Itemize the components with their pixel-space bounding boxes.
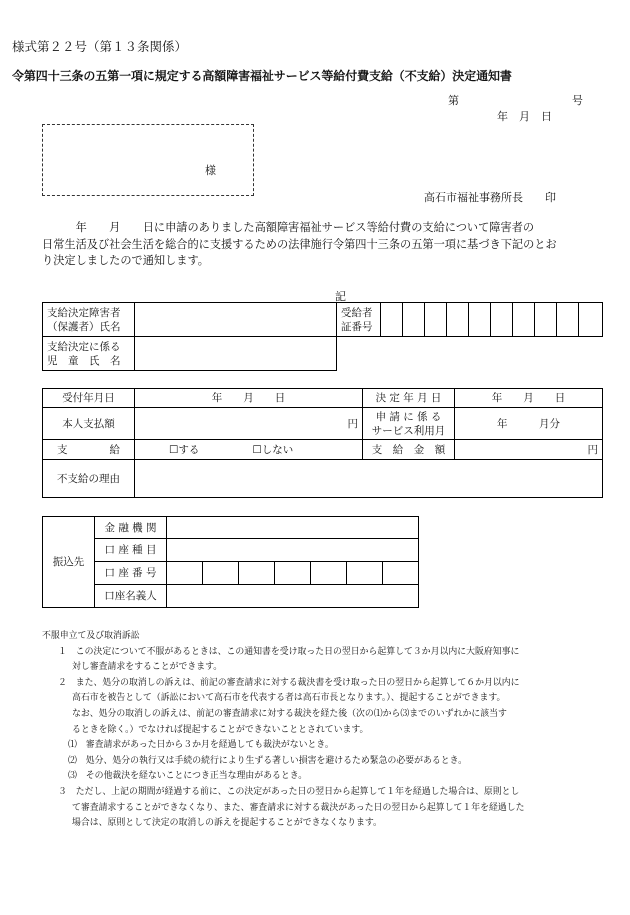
issuer: 高石市福祉事務所長 印 (424, 191, 556, 204)
recipient-number-digit[interactable] (381, 303, 403, 337)
self-payment-amount[interactable]: 円 (135, 408, 363, 440)
received-date-label: 受付年月日 (43, 389, 135, 408)
payment-label: 支 給 (43, 440, 135, 460)
objection-paragraph (42, 785, 602, 832)
applicant-table (42, 302, 603, 371)
objection-item: ⑵ 処分、処分の執行又は手続の続行により生ずる著しい損害を避けるため緊急の必要があるとき。 (68, 755, 468, 766)
label-line: 証番号 (341, 320, 373, 333)
recipient-number-digit[interactable] (469, 303, 491, 337)
bank-name-label: 金 融 機 関 (95, 517, 167, 539)
received-date-value[interactable]: 年 月 日 (135, 389, 363, 408)
intro-line: 日常生活及び社会生活を総合的に支援するための法律施行令第四十三条の五第一項に基づき下記のとお (42, 237, 557, 251)
objection-item: ⑶ その他裁決を経ないことにつき正当な理由があるとき。 (68, 771, 308, 782)
recipient-number-digit[interactable] (579, 303, 603, 337)
applicant-name-label (43, 303, 135, 337)
objection-paragraph (42, 676, 602, 707)
account-number-digit[interactable] (239, 562, 275, 585)
account-number-label: 口 座 番 号 (95, 562, 167, 585)
account-holder-field[interactable] (167, 585, 419, 608)
objection-line: ２ また、処分の取消しの訴えは、前記の審査請求に対する裁決書を受け取った日の翌日から起算して６か月以内に (58, 677, 520, 688)
objection-notice (42, 629, 602, 832)
payment-no-checkbox[interactable]: ☐しない (252, 443, 294, 456)
bank-transfer-table (42, 516, 419, 608)
non-payment-reason-label: 不支給の理由 (43, 460, 135, 498)
account-type-label: 口 座 種 目 (95, 539, 167, 562)
objection-line: るときを除く。）でなければ提起することができないこととされています。 (72, 724, 369, 735)
recipient-number-digit[interactable] (557, 303, 579, 337)
account-number-digit[interactable] (167, 562, 203, 585)
intro-text (42, 220, 592, 270)
decision-date-value[interactable]: 年 月 日 (455, 389, 603, 408)
decision-table (42, 388, 603, 498)
addressee-box (42, 124, 254, 196)
document-number-suffix: 号 (572, 94, 583, 107)
objection-heading: 不服申立て及び取消訴訟 (42, 631, 140, 641)
objection-line: 対し審査請求をすることができます。 (72, 662, 223, 673)
label-line: 申 請 に 係 る (375, 410, 442, 423)
child-name-field[interactable] (135, 337, 337, 371)
decision-date-label: 決 定 年 月 日 (363, 389, 455, 408)
objection-line: 高石市を被告として（訴訟において高石市を代表する者は高石市長となります。）、提起することができます。 (72, 693, 506, 704)
label-line: 支給決定に係る (47, 340, 121, 353)
recipient-number-digit[interactable] (535, 303, 557, 337)
child-name-label (43, 337, 135, 371)
recipient-number-digit[interactable] (403, 303, 425, 337)
recipient-number-label (337, 303, 381, 337)
label-line: （保護者）氏名 (47, 320, 121, 333)
objection-item: ⑴ 審査請求があった日から３か月を経過しても裁決がないとき。 (68, 740, 334, 751)
label-line: 児 童 氏 名 (47, 354, 121, 367)
ki-heading: 記 (335, 290, 346, 303)
self-payment-label: 本人支払額 (43, 408, 135, 440)
recipient-number-digit[interactable] (491, 303, 513, 337)
recipient-number-digit[interactable] (513, 303, 535, 337)
label-line: サービス利用月 (371, 424, 446, 437)
recipient-number-digit[interactable] (425, 303, 447, 337)
objection-paragraph (42, 707, 602, 738)
account-holder-label: 口座名義人 (95, 585, 167, 608)
payment-amount-value[interactable]: 円 (455, 440, 603, 460)
recipient-number-digit[interactable] (447, 303, 469, 337)
objection-line: 場合は、原則として決定の取消しの訴えを提起することができなくなります。 (72, 818, 382, 829)
document-number-prefix: 第 (448, 94, 459, 107)
service-month-value[interactable]: 年 月分 (455, 408, 603, 440)
transfer-label: 振込先 (43, 517, 95, 608)
account-number-digit[interactable] (275, 562, 311, 585)
service-month-label (363, 408, 455, 440)
issue-date: 年 月 日 (497, 110, 552, 123)
account-number-digit[interactable] (203, 562, 239, 585)
account-number-digit[interactable] (311, 562, 347, 585)
bank-name-field[interactable] (167, 517, 419, 539)
label-line: 支給決定障害者 (47, 306, 121, 319)
applicant-name-field[interactable] (135, 303, 337, 337)
intro-line: り決定しましたので通知します。 (42, 254, 209, 267)
objection-line: なお、処分の取消しの訴えは、前記の審査請求に対する裁決を経た後（次の⑴から⑶までのいずれかに該当す (72, 708, 507, 719)
form-number: 様式第２２号（第１３条関係） (12, 39, 188, 54)
account-type-field[interactable] (167, 539, 419, 562)
objection-line: １ この決定について不服があるときは、この通知書を受け取った日の翌日から起算して３か月以内に大阪府知事に (58, 646, 520, 657)
addressee-honorific: 様 (205, 164, 216, 177)
objection-paragraph (42, 645, 602, 676)
objection-line: ３ ただし、上記の期間が経過する前に、この決定があった日の翌日から起算して１年を経過した場合は、原則とし (58, 786, 520, 797)
account-number-digit[interactable] (383, 562, 419, 585)
payment-options (135, 440, 363, 460)
label-line: 受給者 (341, 306, 373, 319)
objection-line: て審査請求することができなくなり、また、審査請求に対する裁決があった日の翌日から起算して１年を経過した (72, 802, 525, 813)
payment-amount-label: 支 給 金 額 (363, 440, 455, 460)
non-payment-reason-field[interactable] (135, 460, 603, 498)
document-title: 令第四十三条の五第一項に規定する高額障害福祉サービス等給付費支給（不支給）決定通知書 (12, 69, 512, 83)
payment-yes-checkbox[interactable]: ☐する (169, 443, 200, 456)
intro-line: 年 月 日に申請のありました高額障害福祉サービス等給付費の支給について障害者の (42, 221, 535, 234)
account-number-digit[interactable] (347, 562, 383, 585)
